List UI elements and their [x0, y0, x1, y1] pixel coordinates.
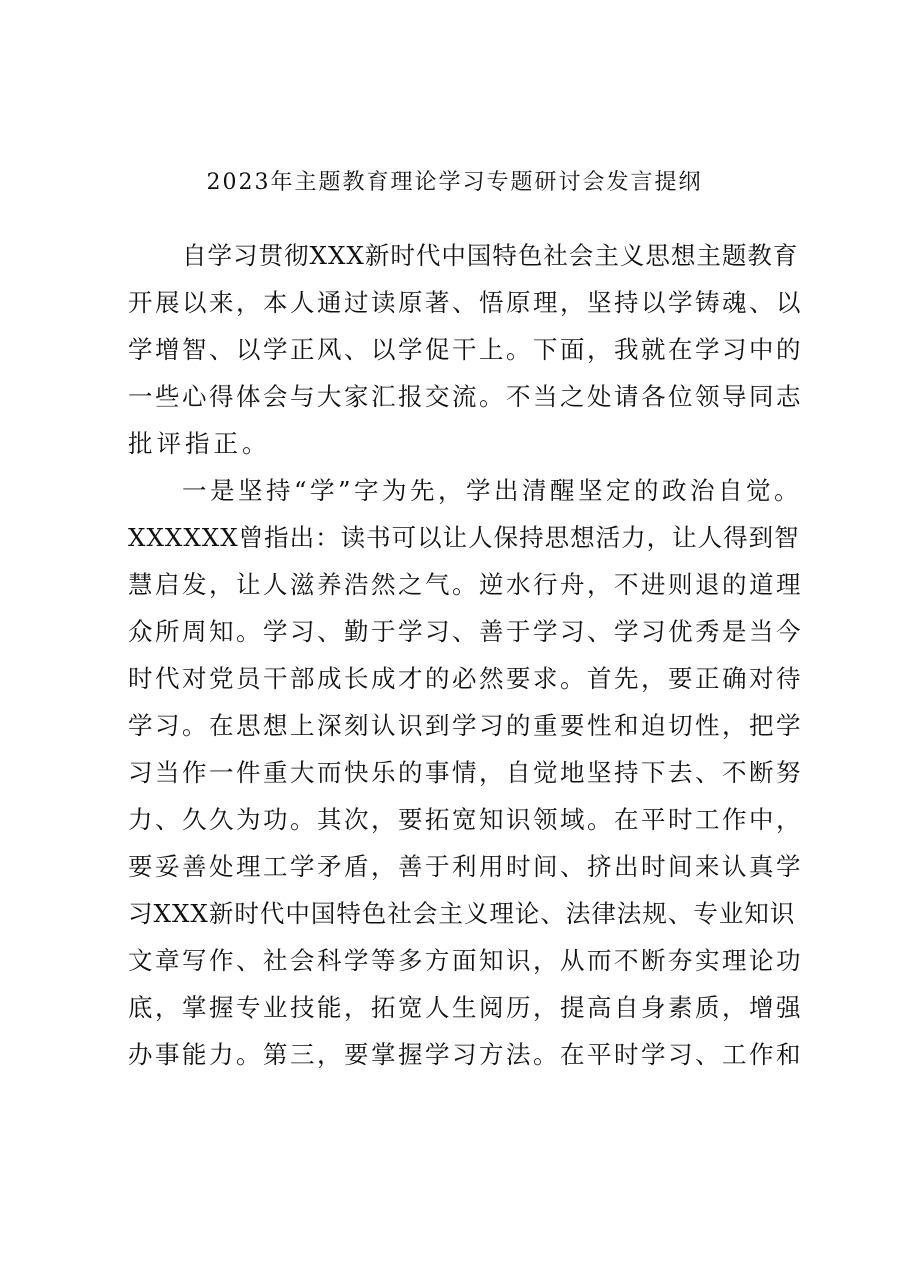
text-line: 众所周知。学习、勤于学习、善于学习、学习优秀是当今 — [128, 617, 803, 646]
text-line: 力、久久为功。其次，要拓宽知识领域。在平时工作中， — [128, 805, 803, 834]
text-line: 慧启发，让人滋养浩然之气。逆水行舟，不进则退的道理 — [128, 570, 803, 599]
document-title: 2023年主题教育理论学习专题研讨会发言提纲 — [206, 170, 703, 195]
text-line: 一是坚持“学”字为先，学出清醒坚定的政治自觉。 — [182, 476, 803, 505]
text-line: 时代对党员干部成长成才的必然要求。首先，要正确对待 — [128, 664, 803, 693]
text-line: 习XXX新时代中国特色社会主义理论、法律法规、专业知识 — [128, 899, 796, 928]
text-line: 一些心得体会与大家汇报交流。不当之处请各位领导同志 — [128, 382, 803, 411]
text-line: 底，掌握专业技能，拓宽人生阅历，提高自身素质，增强 — [128, 993, 803, 1022]
document-body — [128, 232, 808, 1078]
text-line: XXXXXX曾指出：读书可以让人保持思想活力，让人得到智 — [128, 523, 800, 552]
text-line: 批评指正。 — [128, 429, 271, 458]
text-line: 学增智、以学正风、以学促干上。下面，我就在学习中的 — [128, 335, 803, 364]
text-line: 文章写作、社会科学等多方面知识，从而不断夯实理论功 — [128, 946, 803, 975]
text-line: 办事能力。第三，要掌握学习方法。在平时学习、工作和 — [128, 1040, 803, 1069]
text-line: 学习。在思想上深刻认识到学习的重要性和迫切性，把学 — [128, 711, 803, 740]
text-line: 自学习贯彻XXX新时代中国特色社会主义思想主题教育 — [182, 241, 799, 270]
text-line: 要妥善处理工学矛盾，善于利用时间、挤出时间来认真学 — [128, 852, 803, 881]
text-line: 开展以来，本人通过读原著、悟原理，坚持以学铸魂、以 — [128, 288, 803, 317]
text-line: 习当作一件重大而快乐的事情，自觉地坚持下去、不断努 — [128, 758, 803, 787]
